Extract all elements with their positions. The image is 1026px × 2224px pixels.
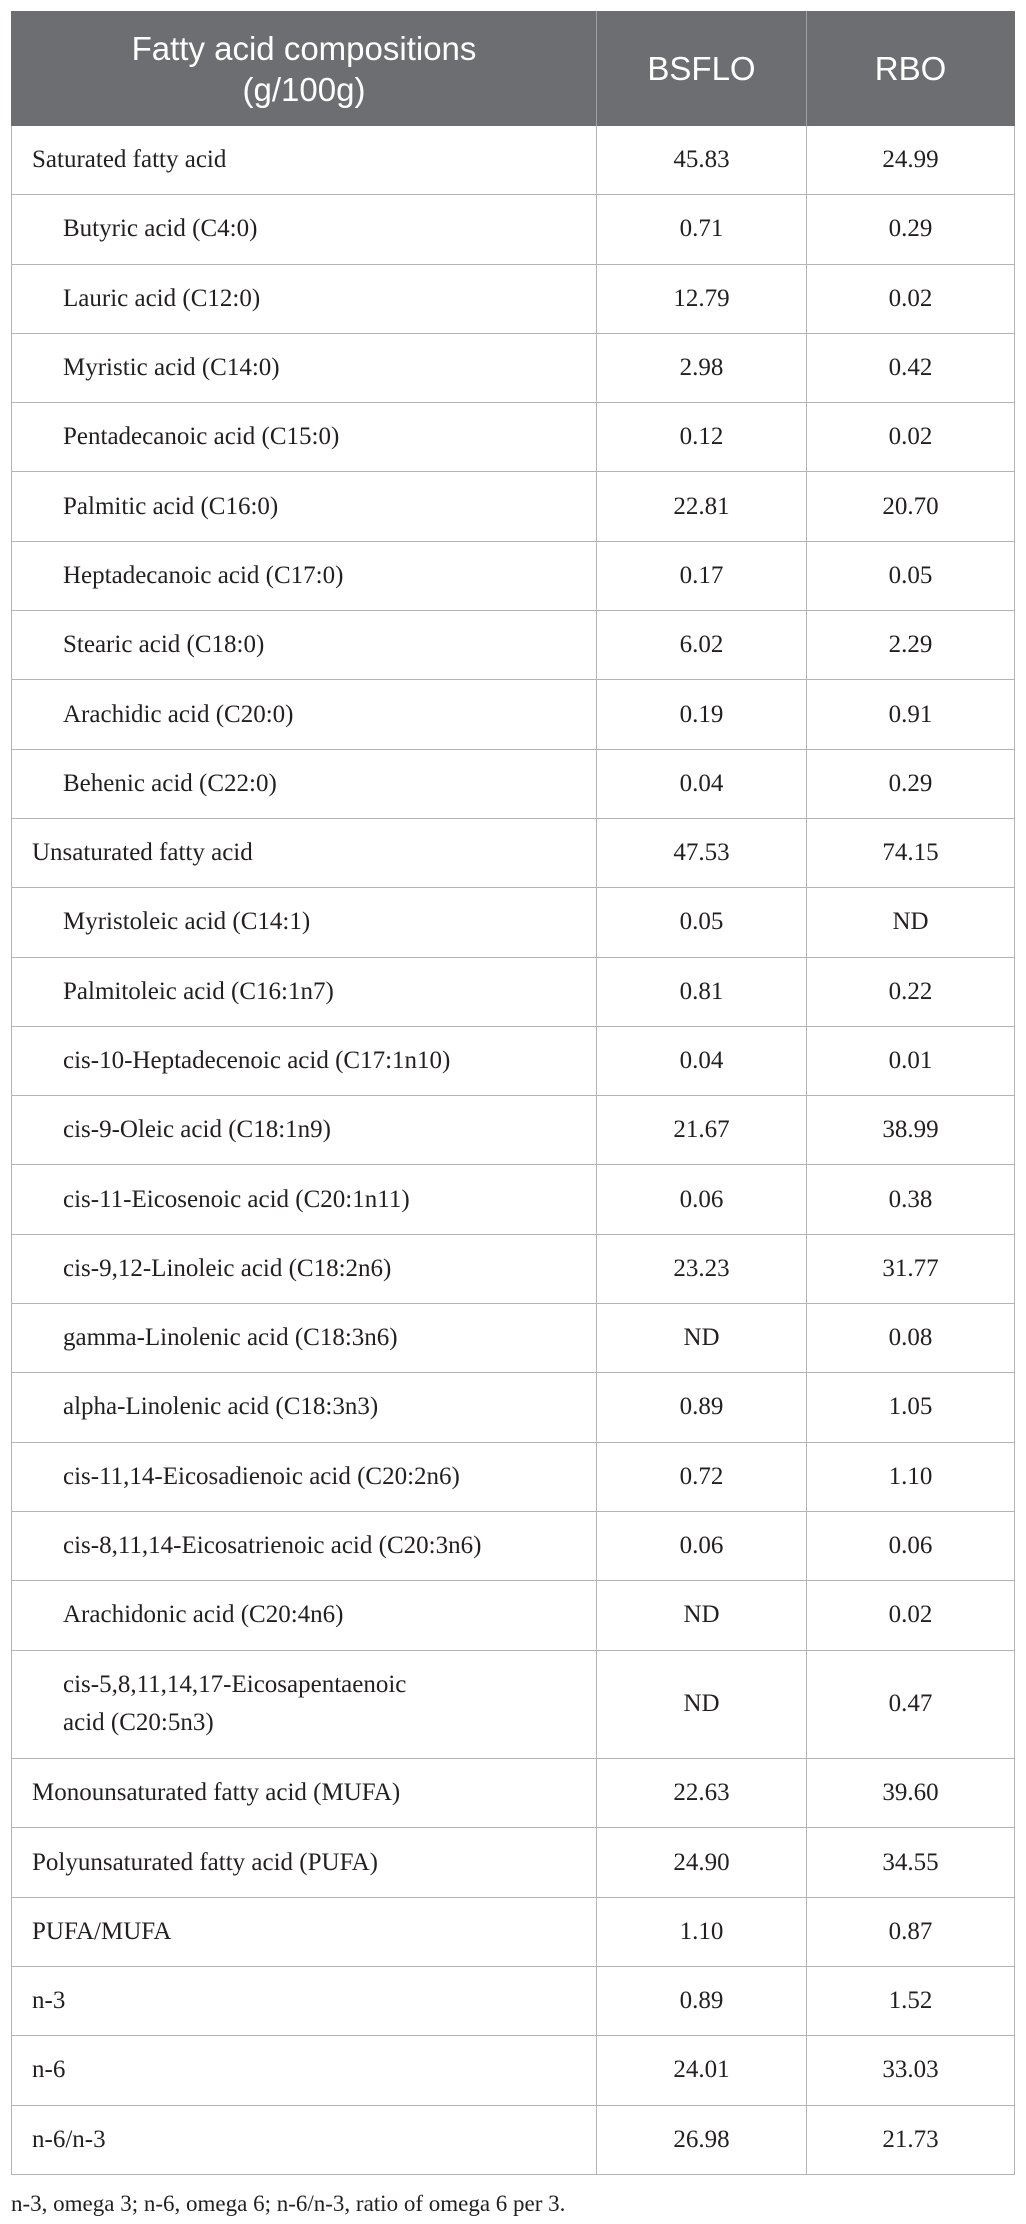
column-header-composition (11, 11, 597, 126)
row-label-line1: cis-5,8,11,14,17-Eicosapentaenoic (63, 1671, 407, 1699)
rbo-value: 0.01 (807, 1027, 1015, 1096)
row-label: Behenic acid (C22:0) (11, 750, 597, 819)
table-row (11, 1235, 1015, 1304)
rbo-value: 0.29 (807, 750, 1015, 819)
rbo-value: 74.15 (807, 819, 1015, 888)
rbo-value: 0.06 (807, 1512, 1015, 1581)
row-label: cis-9,12-Linoleic acid (C18:2n6) (11, 1235, 597, 1304)
table-row (11, 1096, 1015, 1165)
rbo-value: 0.42 (807, 334, 1015, 403)
row-label: n-3 (11, 1967, 597, 2036)
table-row (11, 2106, 1015, 2175)
table-row (11, 1165, 1015, 1234)
header-row (11, 11, 1015, 126)
rbo-value: 0.22 (807, 958, 1015, 1027)
row-label: Arachidonic acid (C20:4n6) (11, 1581, 597, 1650)
bsflo-value: 0.05 (597, 888, 807, 957)
table-row (11, 542, 1015, 611)
bsflo-value: ND (597, 1304, 807, 1373)
bsflo-value: 22.63 (597, 1759, 807, 1828)
table-row (11, 1651, 1015, 1760)
row-label: Palmitic acid (C16:0) (11, 472, 597, 541)
row-label: Heptadecanoic acid (C17:0) (11, 542, 597, 611)
table-row (11, 888, 1015, 957)
bsflo-value: 0.72 (597, 1443, 807, 1512)
rbo-value: 0.38 (807, 1165, 1015, 1234)
rbo-value: 1.10 (807, 1443, 1015, 1512)
table-row (11, 472, 1015, 541)
bsflo-value: 0.06 (597, 1165, 807, 1234)
row-label: Lauric acid (C12:0) (11, 265, 597, 334)
row-label: cis-10-Heptadecenoic acid (C17:1n10) (11, 1027, 597, 1096)
table-row (11, 1828, 1015, 1897)
row-label: Polyunsaturated fatty acid (PUFA) (11, 1828, 597, 1897)
bsflo-value: 0.89 (597, 1967, 807, 2036)
table-footnote: n-3, omega 3; n-6, omega 6; n-6/n-3, ratio of omega 6 per 3. (11, 2191, 566, 2216)
table-row (11, 2036, 1015, 2105)
rbo-value: 2.29 (807, 611, 1015, 680)
row-label: cis-11-Eicosenoic acid (C20:1n11) (11, 1165, 597, 1234)
bsflo-value: 0.89 (597, 1373, 807, 1442)
row-label: Palmitoleic acid (C16:1n7) (11, 958, 597, 1027)
rbo-value: 0.02 (807, 1581, 1015, 1650)
table-row (11, 1581, 1015, 1650)
table-row (11, 1304, 1015, 1373)
table-row (11, 1512, 1015, 1581)
row-label (11, 1651, 597, 1760)
table-row (11, 958, 1015, 1027)
rbo-value: 34.55 (807, 1828, 1015, 1897)
column-header-composition-line1: Fatty acid compositions (131, 29, 477, 67)
row-label: Saturated fatty acid (11, 126, 597, 195)
row-label: alpha-Linolenic acid (C18:3n3) (11, 1373, 597, 1442)
table-row (11, 126, 1015, 195)
column-header-rbo: RBO (807, 11, 1015, 126)
bsflo-value: ND (597, 1651, 807, 1760)
rbo-value: 0.29 (807, 195, 1015, 264)
rbo-value: 1.05 (807, 1373, 1015, 1442)
table-row (11, 265, 1015, 334)
table-row (11, 334, 1015, 403)
bsflo-value: 47.53 (597, 819, 807, 888)
bsflo-value: 0.04 (597, 750, 807, 819)
bsflo-value: 0.19 (597, 680, 807, 749)
table-row (11, 1759, 1015, 1828)
rbo-value: 0.47 (807, 1651, 1015, 1760)
row-label: Butyric acid (C4:0) (11, 195, 597, 264)
row-label: gamma-Linolenic acid (C18:3n6) (11, 1304, 597, 1373)
bsflo-value: 0.81 (597, 958, 807, 1027)
bsflo-value: 0.17 (597, 542, 807, 611)
row-label-line2: acid (C20:5n3) (63, 1709, 214, 1737)
table-row (11, 819, 1015, 888)
table-row (11, 611, 1015, 680)
bsflo-value: 23.23 (597, 1235, 807, 1304)
bsflo-value: 0.04 (597, 1027, 807, 1096)
rbo-value: 38.99 (807, 1096, 1015, 1165)
rbo-value: 39.60 (807, 1759, 1015, 1828)
table-row (11, 195, 1015, 264)
bsflo-value: 45.83 (597, 126, 807, 195)
rbo-value: 0.02 (807, 265, 1015, 334)
rbo-value: 31.77 (807, 1235, 1015, 1304)
bsflo-value: 6.02 (597, 611, 807, 680)
table-row (11, 1373, 1015, 1442)
bsflo-value: 24.01 (597, 2036, 807, 2105)
bsflo-value: 0.12 (597, 403, 807, 472)
rbo-value: 0.87 (807, 1898, 1015, 1967)
row-label: n-6 (11, 2036, 597, 2105)
table-row (11, 1898, 1015, 1967)
row-label: PUFA/MUFA (11, 1898, 597, 1967)
bsflo-value: 1.10 (597, 1898, 807, 1967)
rbo-value: 20.70 (807, 472, 1015, 541)
table-row (11, 680, 1015, 749)
row-label: Myristic acid (C14:0) (11, 334, 597, 403)
rbo-value: 33.03 (807, 2036, 1015, 2105)
bsflo-value: 22.81 (597, 472, 807, 541)
bsflo-value: 24.90 (597, 1828, 807, 1897)
row-label: cis-9-Oleic acid (C18:1n9) (11, 1096, 597, 1165)
bsflo-value: 2.98 (597, 334, 807, 403)
row-label: Unsaturated fatty acid (11, 819, 597, 888)
row-label: Myristoleic acid (C14:1) (11, 888, 597, 957)
row-label: n-6/n-3 (11, 2106, 597, 2175)
rbo-value: 0.05 (807, 542, 1015, 611)
rbo-value: 0.02 (807, 403, 1015, 472)
column-header-bsflo: BSFLO (597, 11, 807, 126)
rbo-value: 0.91 (807, 680, 1015, 749)
row-label: Pentadecanoic acid (C15:0) (11, 403, 597, 472)
bsflo-value: 0.71 (597, 195, 807, 264)
bsflo-value: ND (597, 1581, 807, 1650)
row-label: cis-11,14-Eicosadienoic acid (C20:2n6) (11, 1443, 597, 1512)
rbo-value: 21.73 (807, 2106, 1015, 2175)
row-label: Arachidic acid (C20:0) (11, 680, 597, 749)
bsflo-value: 26.98 (597, 2106, 807, 2175)
bsflo-value: 0.06 (597, 1512, 807, 1581)
bsflo-value: 21.67 (597, 1096, 807, 1165)
fatty-acid-table (11, 11, 1015, 2175)
rbo-value: 1.52 (807, 1967, 1015, 2036)
table-row (11, 750, 1015, 819)
table-row (11, 1443, 1015, 1512)
table-row (11, 1967, 1015, 2036)
row-label: cis-8,11,14-Eicosatrienoic acid (C20:3n6) (11, 1512, 597, 1581)
rbo-value: 0.08 (807, 1304, 1015, 1373)
bsflo-value: 12.79 (597, 265, 807, 334)
column-header-composition-line2: (g/100g) (242, 70, 366, 108)
table-row (11, 1027, 1015, 1096)
rbo-value: 24.99 (807, 126, 1015, 195)
rbo-value: ND (807, 888, 1015, 957)
table-row (11, 403, 1015, 472)
row-label: Monounsaturated fatty acid (MUFA) (11, 1759, 597, 1828)
row-label: Stearic acid (C18:0) (11, 611, 597, 680)
